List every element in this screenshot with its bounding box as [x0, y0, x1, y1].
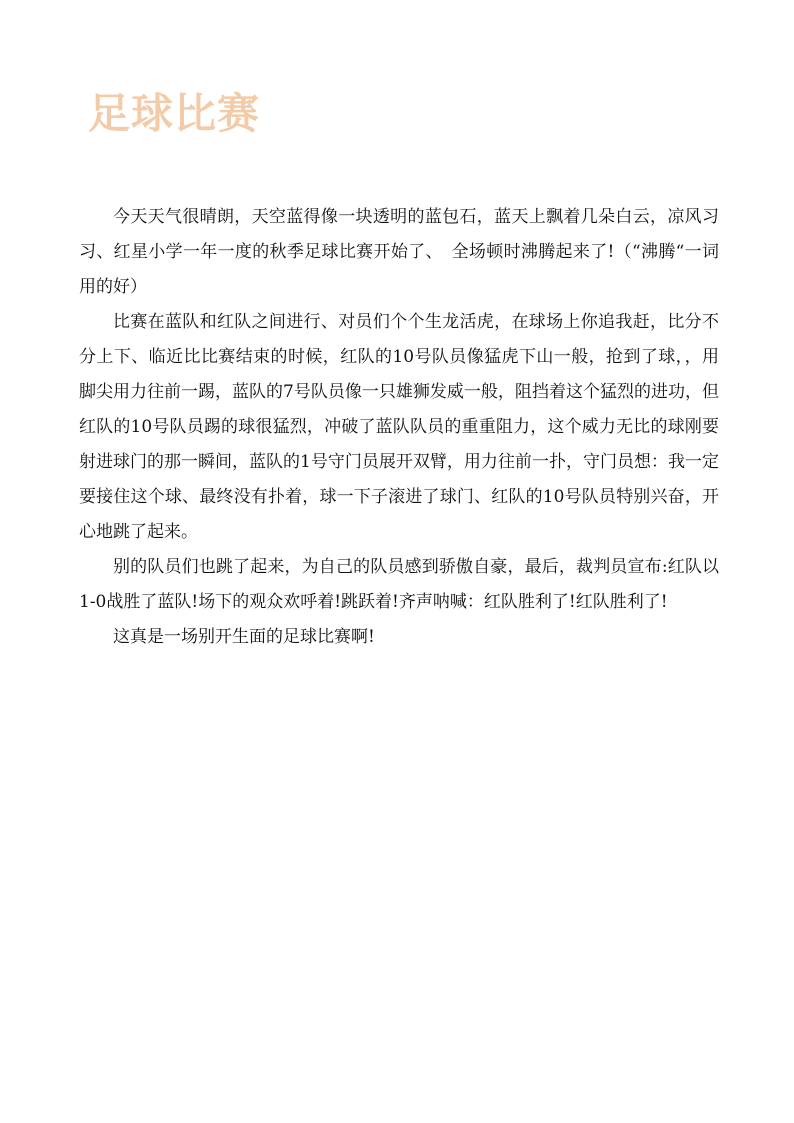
paragraph-4: 这真是一场别开生面的足球比赛啊! [113, 627, 375, 647]
document-title: 足球比赛 [88, 89, 261, 138]
paragraph-2: 比赛在蓝队和红队之间进行、对员们个个生龙活虎，在球场上你追我赶，比分不分上下、临近比比赛结束的时候，红队的10号队员像猛虎下山一般，抢到了球，，用脚尖用力往前一踢，蓝队的7号队员像一只雄狮发威一般，阻挡着这个猛烈的进功，但红队的10号队员踢的球很猛烈，冲破了蓝队队员的重重阻力，这个威力无比的球刚要射进球门的那一瞬间，蓝队的1号守门员展开双臂，用力往前一扑，守门员想：我一定要接住这个球、最终没有扑着，球一下子滚进了球门、红队的10号队员特别兴奋，开心地跳了起来。 [79, 312, 719, 542]
document-body [79, 200, 719, 655]
paragraph-3: 别的队员们也跳了起来，为自己的队员感到骄傲自豪，最后，裁判员宣布:红队以1-0战胜了蓝队!场下的观众欢呼着!跳跃着!齐声呐喊：红队胜利了!红队胜利了! [79, 557, 719, 612]
paragraph-1: 今天天气很晴朗，天空蓝得像一块透明的蓝包石，蓝天上飘着几朵白云，凉风习习、红星小学一年一度的秋季足球比赛开始了、 全场顿时沸腾起来了!（“沸腾“一词用的好） [79, 207, 719, 297]
